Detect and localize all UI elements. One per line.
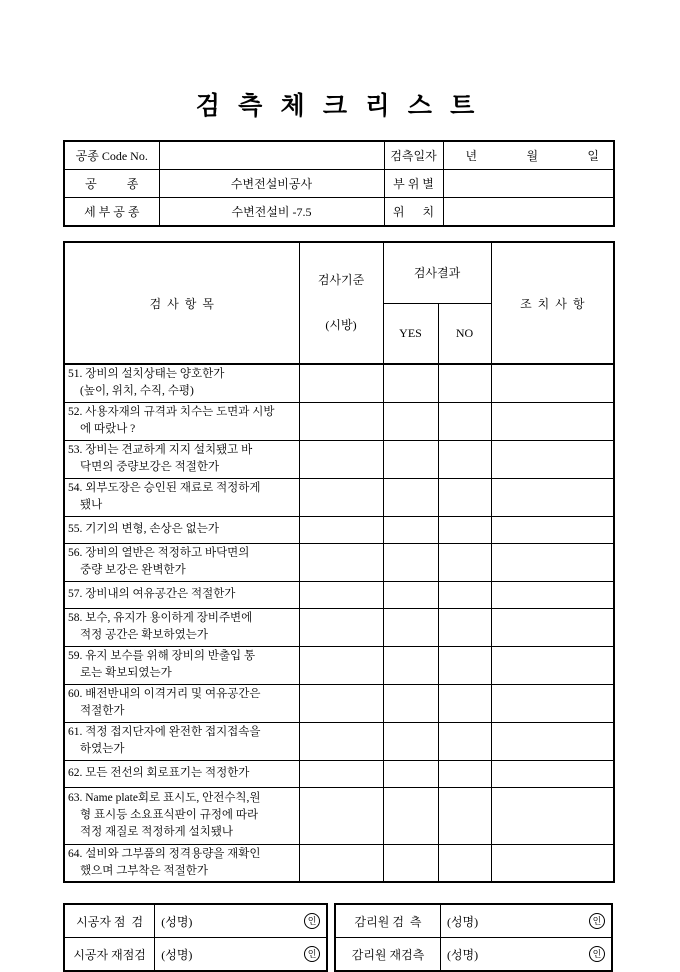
yes-cell[interactable] bbox=[383, 844, 438, 882]
no-cell[interactable] bbox=[438, 760, 491, 787]
supervisor-check-name-cell[interactable] bbox=[440, 904, 612, 938]
table-row bbox=[64, 938, 327, 972]
criteria-cell[interactable] bbox=[299, 787, 383, 844]
criteria-cell[interactable] bbox=[299, 364, 383, 402]
inspection-item-text: 55. 기기의 변형, 손상은 없는가 bbox=[64, 516, 299, 543]
checklist-row bbox=[64, 760, 614, 787]
criteria-cell[interactable] bbox=[299, 760, 383, 787]
field-label-location: 위 치 bbox=[384, 198, 443, 227]
criteria-cell[interactable] bbox=[299, 478, 383, 516]
no-cell[interactable] bbox=[438, 684, 491, 722]
checklist-row bbox=[64, 516, 614, 543]
inspection-item-text: 53. 장비는 견교하게 지지 설치됐고 바 닥면의 중량보강은 적절한가 bbox=[64, 440, 299, 478]
criteria-cell[interactable] bbox=[299, 608, 383, 646]
yes-cell[interactable] bbox=[383, 608, 438, 646]
contractor-check-label: 시공자 점 검 bbox=[64, 904, 155, 938]
table-row bbox=[335, 938, 612, 972]
field-label-inspection-date: 검측일자 bbox=[384, 141, 443, 170]
action-cell[interactable] bbox=[491, 787, 614, 844]
action-cell[interactable] bbox=[491, 581, 614, 608]
column-header-criteria bbox=[299, 242, 383, 364]
criteria-cell[interactable] bbox=[299, 402, 383, 440]
field-label-worktype: 공 종 bbox=[64, 170, 159, 198]
column-header-action: 조 치 사 항 bbox=[491, 242, 614, 364]
action-cell[interactable] bbox=[491, 684, 614, 722]
action-cell[interactable] bbox=[491, 516, 614, 543]
no-cell[interactable] bbox=[438, 364, 491, 402]
seal-stamp-icon: 인 bbox=[589, 946, 605, 962]
field-value-code-no[interactable] bbox=[159, 141, 384, 170]
action-cell[interactable] bbox=[491, 760, 614, 787]
checklist-row bbox=[64, 608, 614, 646]
column-header-inspection-item: 검 사 항 목 bbox=[64, 242, 299, 364]
supervisor-recheck-name-cell[interactable] bbox=[440, 938, 612, 972]
column-header-no: NO bbox=[438, 303, 491, 364]
no-cell[interactable] bbox=[438, 581, 491, 608]
seal-stamp-icon: 인 bbox=[589, 913, 605, 929]
inspection-item-text: 61. 적정 접지단자에 완전한 접지접속을 하였는가 bbox=[64, 722, 299, 760]
checklist-row bbox=[64, 581, 614, 608]
yes-cell[interactable] bbox=[383, 684, 438, 722]
criteria-cell[interactable] bbox=[299, 516, 383, 543]
yes-cell[interactable] bbox=[383, 646, 438, 684]
no-cell[interactable] bbox=[438, 516, 491, 543]
name-label: (성명) bbox=[161, 947, 193, 962]
action-cell[interactable] bbox=[491, 608, 614, 646]
action-cell[interactable] bbox=[491, 844, 614, 882]
supervisor-recheck-label: 감리원 재검측 bbox=[335, 938, 440, 972]
inspection-item-text: 54. 외부도장은 승인된 재료로 적정하게 됐나 bbox=[64, 478, 299, 516]
date-unit-day: 일 bbox=[587, 149, 599, 163]
criteria-cell[interactable] bbox=[299, 543, 383, 581]
field-value-worktype: 수변전설비공사 bbox=[159, 170, 384, 198]
checklist-row bbox=[64, 684, 614, 722]
yes-cell[interactable] bbox=[383, 440, 438, 478]
criteria-cell[interactable] bbox=[299, 646, 383, 684]
contractor-recheck-name-cell[interactable] bbox=[155, 938, 327, 972]
info-row-code bbox=[64, 141, 614, 170]
field-value-detail-worktype: 수변전설비 -7.5 bbox=[159, 198, 384, 227]
checklist-row bbox=[64, 402, 614, 440]
contractor-recheck-label: 시공자 재점검 bbox=[64, 938, 155, 972]
action-cell[interactable] bbox=[491, 364, 614, 402]
info-table bbox=[63, 140, 615, 227]
action-cell[interactable] bbox=[491, 543, 614, 581]
checklist-row bbox=[64, 722, 614, 760]
column-header-yes: YES bbox=[383, 303, 438, 364]
field-label-detail-worktype: 세 부 공 종 bbox=[64, 198, 159, 227]
criteria-cell[interactable] bbox=[299, 722, 383, 760]
column-header-result: 검사결과 bbox=[383, 242, 491, 303]
checklist-row bbox=[64, 478, 614, 516]
criteria-cell[interactable] bbox=[299, 581, 383, 608]
inspection-item-text: 57. 장비내의 여유공간은 적절한가 bbox=[64, 581, 299, 608]
no-cell[interactable] bbox=[438, 608, 491, 646]
checklist-body bbox=[64, 364, 614, 882]
yes-cell[interactable] bbox=[383, 760, 438, 787]
yes-cell[interactable] bbox=[383, 722, 438, 760]
info-row-worktype bbox=[64, 170, 614, 198]
inspection-item-text: 52. 사용자재의 규격과 치수는 도면과 시방 에 따랐나 ? bbox=[64, 402, 299, 440]
yes-cell[interactable] bbox=[383, 543, 438, 581]
inspection-item-text: 59. 유지 보수를 위해 장비의 반출입 통 로는 확보되였는가 bbox=[64, 646, 299, 684]
yes-cell[interactable] bbox=[383, 516, 438, 543]
field-label-code-no: 공종 Code No. bbox=[64, 141, 159, 170]
criteria-cell[interactable] bbox=[299, 440, 383, 478]
seal-stamp-icon: 인 bbox=[304, 946, 320, 962]
checklist-row bbox=[64, 440, 614, 478]
yes-cell[interactable] bbox=[383, 364, 438, 402]
criteria-cell[interactable] bbox=[299, 684, 383, 722]
name-label: (성명) bbox=[446, 914, 479, 929]
name-label: (성명) bbox=[161, 914, 193, 929]
inspection-item-text: 56. 장비의 열반은 적정하고 바닥면의 중량 보강은 완벽한가 bbox=[64, 543, 299, 581]
contractor-check-name-cell[interactable] bbox=[155, 904, 327, 938]
yes-cell[interactable] bbox=[383, 478, 438, 516]
table-row bbox=[64, 904, 327, 938]
action-cell[interactable] bbox=[491, 646, 614, 684]
no-cell[interactable] bbox=[438, 402, 491, 440]
field-label-area: 부 위 별 bbox=[384, 170, 443, 198]
inspection-item-text: 62. 모든 전선의 회로표기는 적정한가 bbox=[64, 760, 299, 787]
criteria-cell[interactable] bbox=[299, 844, 383, 882]
action-cell[interactable] bbox=[491, 440, 614, 478]
date-unit-month: 월 bbox=[526, 149, 539, 163]
checklist-row bbox=[64, 364, 614, 402]
action-cell[interactable] bbox=[491, 478, 614, 516]
action-cell[interactable] bbox=[491, 402, 614, 440]
seal-stamp-icon: 인 bbox=[304, 913, 320, 929]
no-cell[interactable] bbox=[438, 543, 491, 581]
inspection-item-text: 64. 설비와 그부품의 정격용량을 재확인 했으며 그부착은 적절한가 bbox=[64, 844, 299, 882]
inspection-item-text: 51. 장비의 설치상태는 양호한가 (높이, 위치, 수직, 수평) bbox=[64, 364, 299, 402]
no-cell[interactable] bbox=[438, 478, 491, 516]
criteria-header-line2: (시방) bbox=[325, 318, 357, 332]
checklist-row bbox=[64, 543, 614, 581]
inspection-date-cell[interactable] bbox=[443, 141, 614, 170]
yes-cell[interactable] bbox=[383, 581, 438, 608]
no-cell[interactable] bbox=[438, 844, 491, 882]
no-cell[interactable] bbox=[438, 722, 491, 760]
no-cell[interactable] bbox=[438, 646, 491, 684]
checklist-row bbox=[64, 787, 614, 844]
inspection-item-text: 60. 배전반내의 이격거리 및 여유공간은 적절한가 bbox=[64, 684, 299, 722]
criteria-header-line1: 검사기준 bbox=[317, 273, 365, 287]
no-cell[interactable] bbox=[438, 440, 491, 478]
inspection-item-text: 63. Name plate회로 표시도, 안전수칙,원 형 표시등 소요표식판이 규정에 따라 적정 재질로 적정하게 설치됐나 bbox=[64, 787, 299, 844]
checklist-table bbox=[63, 241, 615, 883]
supervisor-check-label: 감리원 검 측 bbox=[335, 904, 440, 938]
checklist-row bbox=[64, 646, 614, 684]
yes-cell[interactable] bbox=[383, 787, 438, 844]
field-value-location[interactable] bbox=[443, 198, 614, 227]
field-value-area[interactable] bbox=[443, 170, 614, 198]
checklist-row bbox=[64, 844, 614, 882]
info-row-detail-worktype bbox=[64, 198, 614, 227]
name-label: (성명) bbox=[446, 947, 479, 962]
table-row bbox=[335, 904, 612, 938]
yes-cell[interactable] bbox=[383, 402, 438, 440]
date-unit-year: 년 bbox=[465, 149, 478, 163]
page-title: 검 측 체 크 리 스 트 bbox=[195, 93, 481, 120]
inspection-item-text: 58. 보수, 유지가 용이하게 장비주변에 적정 공간은 확보하였는가 bbox=[64, 608, 299, 646]
no-cell[interactable] bbox=[438, 787, 491, 844]
action-cell[interactable] bbox=[491, 722, 614, 760]
